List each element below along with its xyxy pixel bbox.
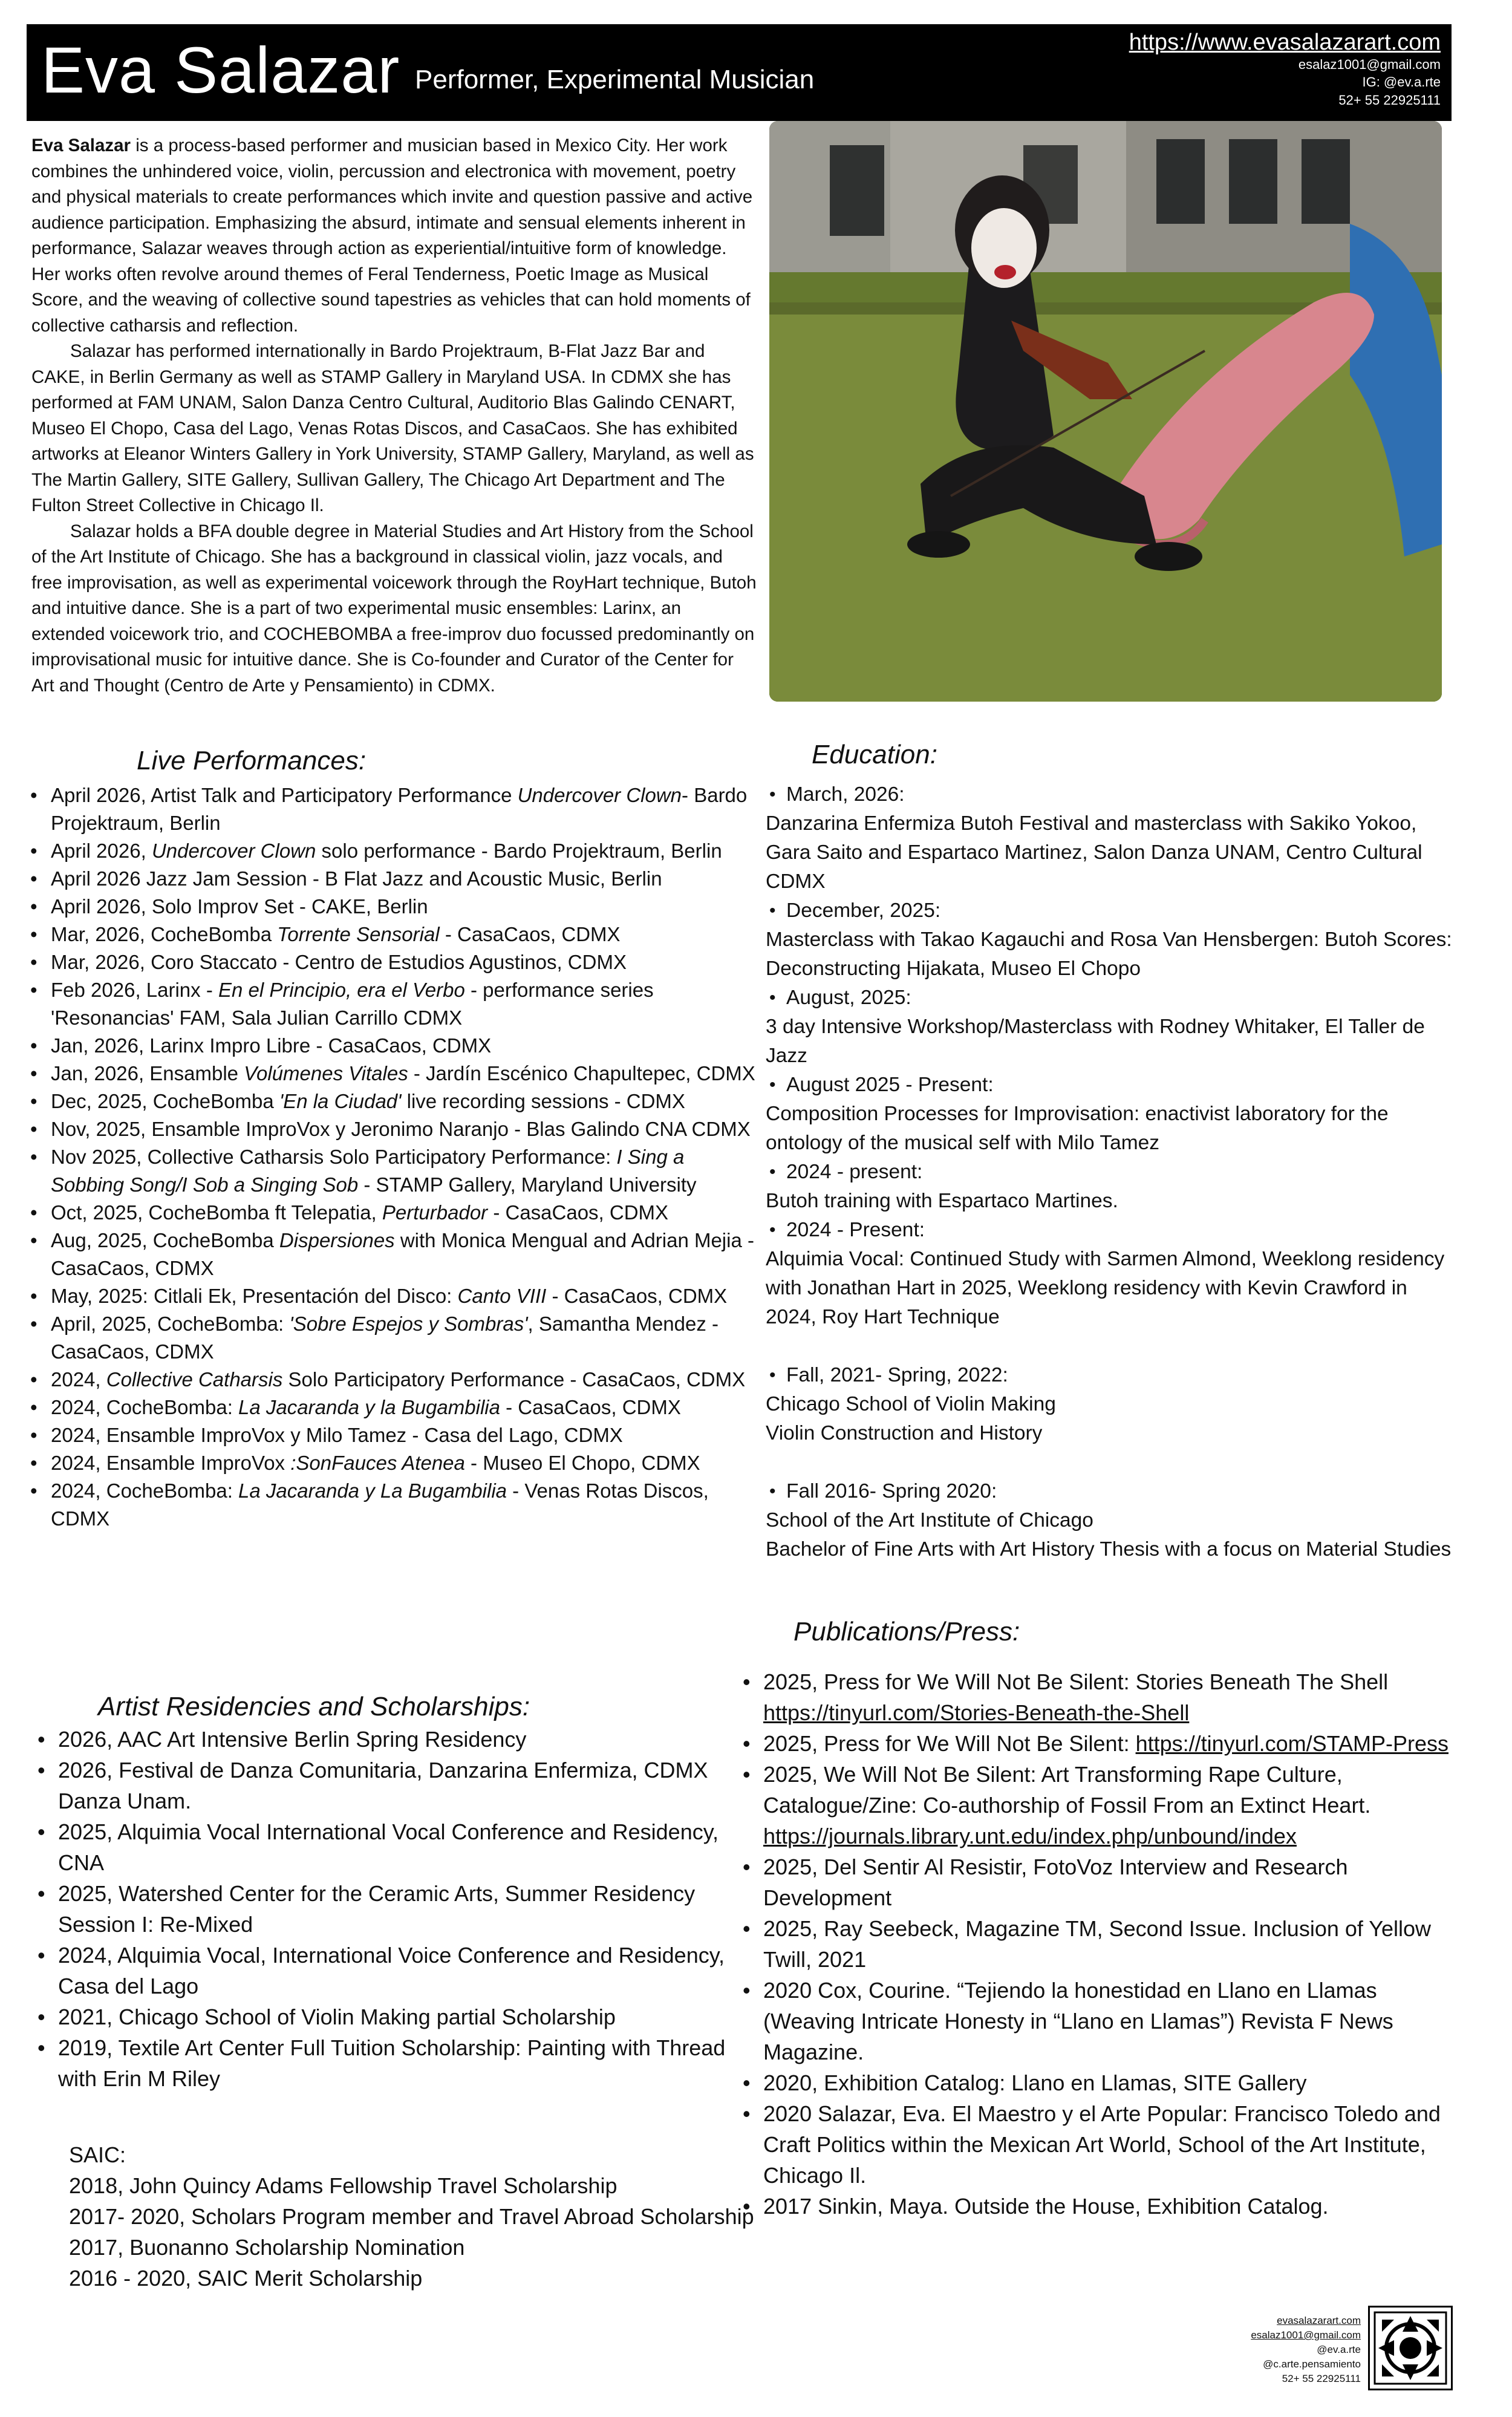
- section-title-publications: Publications/Press:: [793, 1617, 1020, 1646]
- performance-item: • Oct, 2025, CocheBomba ft Telepatia, Perturbador - CasaCaos, CDMX: [27, 1199, 758, 1227]
- residency-item: • 2026, Festival de Danza Comunitaria, Danzarina Enfermiza, CDMX Danza Unam.: [34, 1755, 754, 1816]
- bio-paragraph-2: Salazar has performed internationally in Bardo Projektraum, B-Flat Jazz Bar and CAKE, in Berlin Germany as well as STAMP Gallery in Maryland USA. In CDMX she has performed at FAM UNAM, Salon Danza Centro Cultural, Auditorio Blas Galindo CENART, Museo El Chopo, Casa del Lago, Venas Rotas Discos, and CasaCaos. She has exhibited artworks at Eleanor Winters Gallery in York University, STAMP Gallery, Maryland, as well as The Martin Gallery, SITE Gallery, Sullivan Gallery, The Chicago Art Department and The Fulton Street Collective in Chicago Il.: [31, 341, 754, 515]
- performance-item: • Nov 2025, Collective Catharsis Solo Participatory Performance: I Sing a Sobbing Song/I Sob a Singing Sob - STAMP Gallery, Maryland University: [27, 1143, 758, 1199]
- education-date: • December, 2025:: [766, 896, 1455, 925]
- education-description: Alquimia Vocal: Continued Study with Sarmen Almond, Weeklong residency with Jonathan Hart in 2025, Weeklong residency with Kevin Crawford in 2024, Roy Hart Technique: [766, 1248, 1445, 1328]
- education-description: Butoh training with Espartaco Martines.: [766, 1190, 1118, 1212]
- saic-item: 2017, Buonanno Scholarship Nomination: [69, 2235, 465, 2260]
- education-date: • August 2025 - Present:: [766, 1071, 1455, 1100]
- photo-illustration: [769, 121, 1442, 702]
- performance-item: • 2024, Ensamble ImproVox :SonFauces Atenea - Museo El Chopo, CDMX: [27, 1449, 758, 1477]
- footer-contact: [1210, 2314, 1361, 2386]
- education-date: • August, 2025:: [766, 983, 1455, 1013]
- residency-item: • 2024, Alquimia Vocal, International Voice Conference and Residency, Casa del Lago: [34, 1940, 754, 2001]
- publication-link[interactable]: https://journals.library.unt.edu/index.php/unbound/index: [763, 1824, 1297, 1848]
- footer-email-link[interactable]: esalaz1001@gmail.com: [1251, 2329, 1361, 2341]
- publication-item: • 2020 Salazar, Eva. El Maestro y el Arte Popular: Francisco Toledo and Craft Politics within the Mexican Art World, School of the Art Institute, Chicago Il.: [739, 2098, 1453, 2191]
- education-date: • Fall 2016- Spring 2020:: [766, 1477, 1455, 1506]
- education-description: 3 day Intensive Workshop/Masterclass with Rodney Whitaker, El Taller de Jazz: [766, 1016, 1425, 1067]
- residency-item: • 2026, AAC Art Intensive Berlin Spring Residency: [34, 1724, 754, 1755]
- education-description: Composition Processes for Improvisation: enactivist laboratory for the ontology of the musical self with Milo Tamez: [766, 1103, 1389, 1154]
- publication-item: • 2020, Exhibition Catalog: Llano en Llamas, SITE Gallery: [739, 2067, 1453, 2098]
- section-title-residencies: Artist Residencies and Scholarships:: [98, 1692, 530, 1721]
- education-description: Danzarina Enfermiza Butoh Festival and masterclass with Sakiko Yokoo, Gara Saito and Espartaco Martinez, Salon Danza UNAM, Centro Cultural CDMX: [766, 812, 1422, 893]
- performance-item: • Mar, 2026, CocheBomba Torrente Sensorial - CasaCaos, CDMX: [27, 921, 758, 948]
- saic-item: 2018, John Quincy Adams Fellowship Travel Scholarship: [69, 2173, 618, 2198]
- live-performances-list: [27, 781, 758, 1533]
- education-description: Violin Construction and History: [766, 1422, 1043, 1444]
- performance-item: • 2024, CocheBomba: La Jacaranda y La Bugambilia - Venas Rotas Discos, CDMX: [27, 1477, 758, 1533]
- residency-item: • 2025, Watershed Center for the Ceramic Arts, Summer Residency Session I: Re-Mixed: [34, 1878, 754, 1940]
- publication-item: • 2025, Press for We Will Not Be Silent: Stories Beneath The Shell https://tinyurl.com/Stories-Beneath-the-Shell: [739, 1666, 1453, 1728]
- performance-item: • April 2026, Solo Improv Set - CAKE, Berlin: [27, 893, 758, 921]
- publication-item: • 2020 Cox, Courine. “Tejiendo la honestidad en Llano en Llamas (Weaving Intricate Honesty in “Llano en Llamas”) Revista F News Magazine.: [739, 1975, 1453, 2067]
- saic-title: SAIC:: [69, 2142, 126, 2167]
- publications-list: [739, 1666, 1453, 2222]
- phone-number: 52+ 55 22925111: [1338, 93, 1441, 108]
- publication-item: • 2025, Del Sentir Al Resistir, FotoVoz Interview and Research Development: [739, 1851, 1453, 1913]
- residencies-list: [34, 1724, 754, 2094]
- education-date: • March, 2026:: [766, 780, 1455, 809]
- performance-item: • April, 2025, CocheBomba: 'Sobre Espejos y Sombras', Samantha Mendez - CasaCaos, CDMX: [27, 1310, 758, 1366]
- education-description: Bachelor of Fine Arts with Art History Thesis with a focus on Material Studies: [766, 1538, 1452, 1561]
- residency-item: • 2021, Chicago School of Violin Making partial Scholarship: [34, 2001, 754, 2032]
- education-date: • 2024 - Present:: [766, 1216, 1455, 1245]
- education-date: • 2024 - present:: [766, 1158, 1455, 1187]
- section-title-education: Education:: [812, 740, 937, 769]
- footer-instagram-handle: @ev.a.rte: [1317, 2344, 1361, 2355]
- saic-item: 2016 - 2020, SAIC Merit Scholarship: [69, 2266, 423, 2291]
- publication-item: • 2017 Sinkin, Maya. Outside the House, Exhibition Catalog.: [739, 2191, 1453, 2222]
- performance-item: • Dec, 2025, CocheBomba 'En la Ciudad' live recording sessions - CDMX: [27, 1088, 758, 1115]
- footer-phone: 52+ 55 22925111: [1282, 2373, 1361, 2384]
- performance-item: • Nov, 2025, Ensamble ImproVox y Jeronimo Naranjo - Blas Galindo CNA CDMX: [27, 1115, 758, 1143]
- residency-item: • 2025, Alquimia Vocal International Vocal Conference and Residency, CNA: [34, 1816, 754, 1878]
- instagram-handle: IG: @ev.a.rte: [1362, 74, 1441, 90]
- website-link[interactable]: https://www.evasalazarart.com: [1129, 30, 1441, 55]
- publication-item: • 2025, Press for We Will Not Be Silent: https://tinyurl.com/STAMP-Press: [739, 1728, 1453, 1759]
- performance-item: • May, 2025: Citlali Ek, Presentación del Disco: Canto VIII - CasaCaos, CDMX: [27, 1282, 758, 1310]
- saic-item: 2017- 2020, Scholars Program member and Travel Abroad Scholarship: [69, 2204, 754, 2229]
- education-date: • Fall, 2021- Spring, 2022:: [766, 1361, 1455, 1390]
- performance-item: • Jan, 2026, Ensamble Volúmenes Vitales - Jardín Escénico Chapultepec, CDMX: [27, 1060, 758, 1088]
- publication-link[interactable]: https://tinyurl.com/STAMP-Press: [1135, 1731, 1449, 1756]
- performance-item: • Mar, 2026, Coro Staccato - Centro de Estudios Agustinos, CDMX: [27, 948, 758, 976]
- bio-name-bold: Eva Salazar: [31, 135, 131, 155]
- publication-item: • 2025, We Will Not Be Silent: Art Transforming Rape Culture, Catalogue/Zine: Co-authorship of Fossil From an Extinct Heart. https://journals.library.unt.edu/index.php/unbound/index: [739, 1759, 1453, 1851]
- residency-item: • 2019, Textile Art Center Full Tuition Scholarship: Painting with Thread with Erin M Riley: [34, 2032, 754, 2094]
- performance-item: • 2024, Collective Catharsis Solo Participatory Performance - CasaCaos, CDMX: [27, 1366, 758, 1394]
- performance-item: • Jan, 2026, Larinx Impro Libre - CasaCaos, CDMX: [27, 1032, 758, 1060]
- performance-item: • April 2026 Jazz Jam Session - B Flat Jazz and Acoustic Music, Berlin: [27, 865, 758, 893]
- performance-item: • 2024, Ensamble ImproVox y Milo Tamez - Casa del Lago, CDMX: [27, 1421, 758, 1449]
- center-logo-icon: [1368, 2306, 1453, 2390]
- bio-text: [31, 133, 757, 699]
- publication-item: • 2025, Ray Seebeck, Magazine TM, Second Issue. Inclusion of Yellow Twill, 2021: [739, 1913, 1453, 1975]
- header-contact: [1129, 30, 1441, 109]
- performance-item: • April 2026, Artist Talk and Participatory Performance Undercover Clown- Bardo Projektraum, Berlin: [27, 781, 758, 837]
- saic-scholarships: [69, 2139, 754, 2294]
- footer-website-link[interactable]: evasalazarart.com: [1277, 2315, 1361, 2326]
- performance-item: • Feb 2026, Larinx - En el Principio, era el Verbo - performance series 'Resonancias' FAM, Sala Julian Carrillo CDMX: [27, 976, 758, 1032]
- education-description: Masterclass with Takao Kagauchi and Rosa Van Hensbergen: Butoh Scores: Deconstructing Hijakata, Museo El Chopo: [766, 928, 1452, 980]
- email-link[interactable]: esalaz1001@gmail.com: [1298, 56, 1441, 72]
- bio-paragraph-1: Eva Salazar is a process-based performer and musician based in Mexico City. Her work combines the unhindered voice, violin, percussion and electronica with movement, poetry and physical materials to create performances which invite and question passive and active audience participation. Emphasizing the absurd, intimate and sensual elements inherent in performance, Salazar weaves through action as experiential/intuitive form of knowledge. Her works often revolve around themes of Feral Tenderness, Poetic Image as Musical Score, and the weaving of collective sound tapestries as vehicles that can hold moments of collective catharsis and reflection.: [31, 135, 753, 336]
- education-list: [766, 780, 1455, 1564]
- artist-subtitle: Performer, Experimental Musician: [415, 65, 815, 94]
- performance-item: • April 2026, Undercover Clown solo performance - Bardo Projektraum, Berlin: [27, 837, 758, 865]
- section-title-live-performances: Live Performances:: [137, 746, 367, 775]
- publication-link[interactable]: https://tinyurl.com/Stories-Beneath-the-Shell: [763, 1700, 1190, 1725]
- header-bar: [27, 24, 1452, 121]
- artist-name: Eva Salazar: [41, 33, 400, 106]
- bio-paragraph-3: Salazar holds a BFA double degree in Material Studies and Art History from the School of the Art Institute of Chicago. She has a background in classical violin, jazz vocals, and free improvisation, as well as experimental voicework through the RoyHart technique, Butoh and intuitive dance. She is a part of two experimental music ensembles: Larinx, an extended voicework trio, and COCHEBOMBA a free-improv duo focussed predominantly on improvisational music for intuitive dance. She is Co-founder and Curator of the Center for Art and Thought (Centro de Arte y Pensamiento) in CDMX.: [31, 521, 757, 696]
- artist-photo: [769, 121, 1442, 702]
- performance-item: • Aug, 2025, CocheBomba Dispersiones with Monica Mengual and Adrian Mejia - CasaCaos, CDMX: [27, 1227, 758, 1282]
- performance-item: • 2024, CocheBomba: La Jacaranda y la Bugambilia - CasaCaos, CDMX: [27, 1394, 758, 1421]
- education-description: Chicago School of Violin Making: [766, 1393, 1056, 1415]
- education-description: School of the Art Institute of Chicago: [766, 1509, 1093, 1531]
- footer-instagram-handle-2: @c.arte.pensamiento: [1263, 2358, 1361, 2370]
